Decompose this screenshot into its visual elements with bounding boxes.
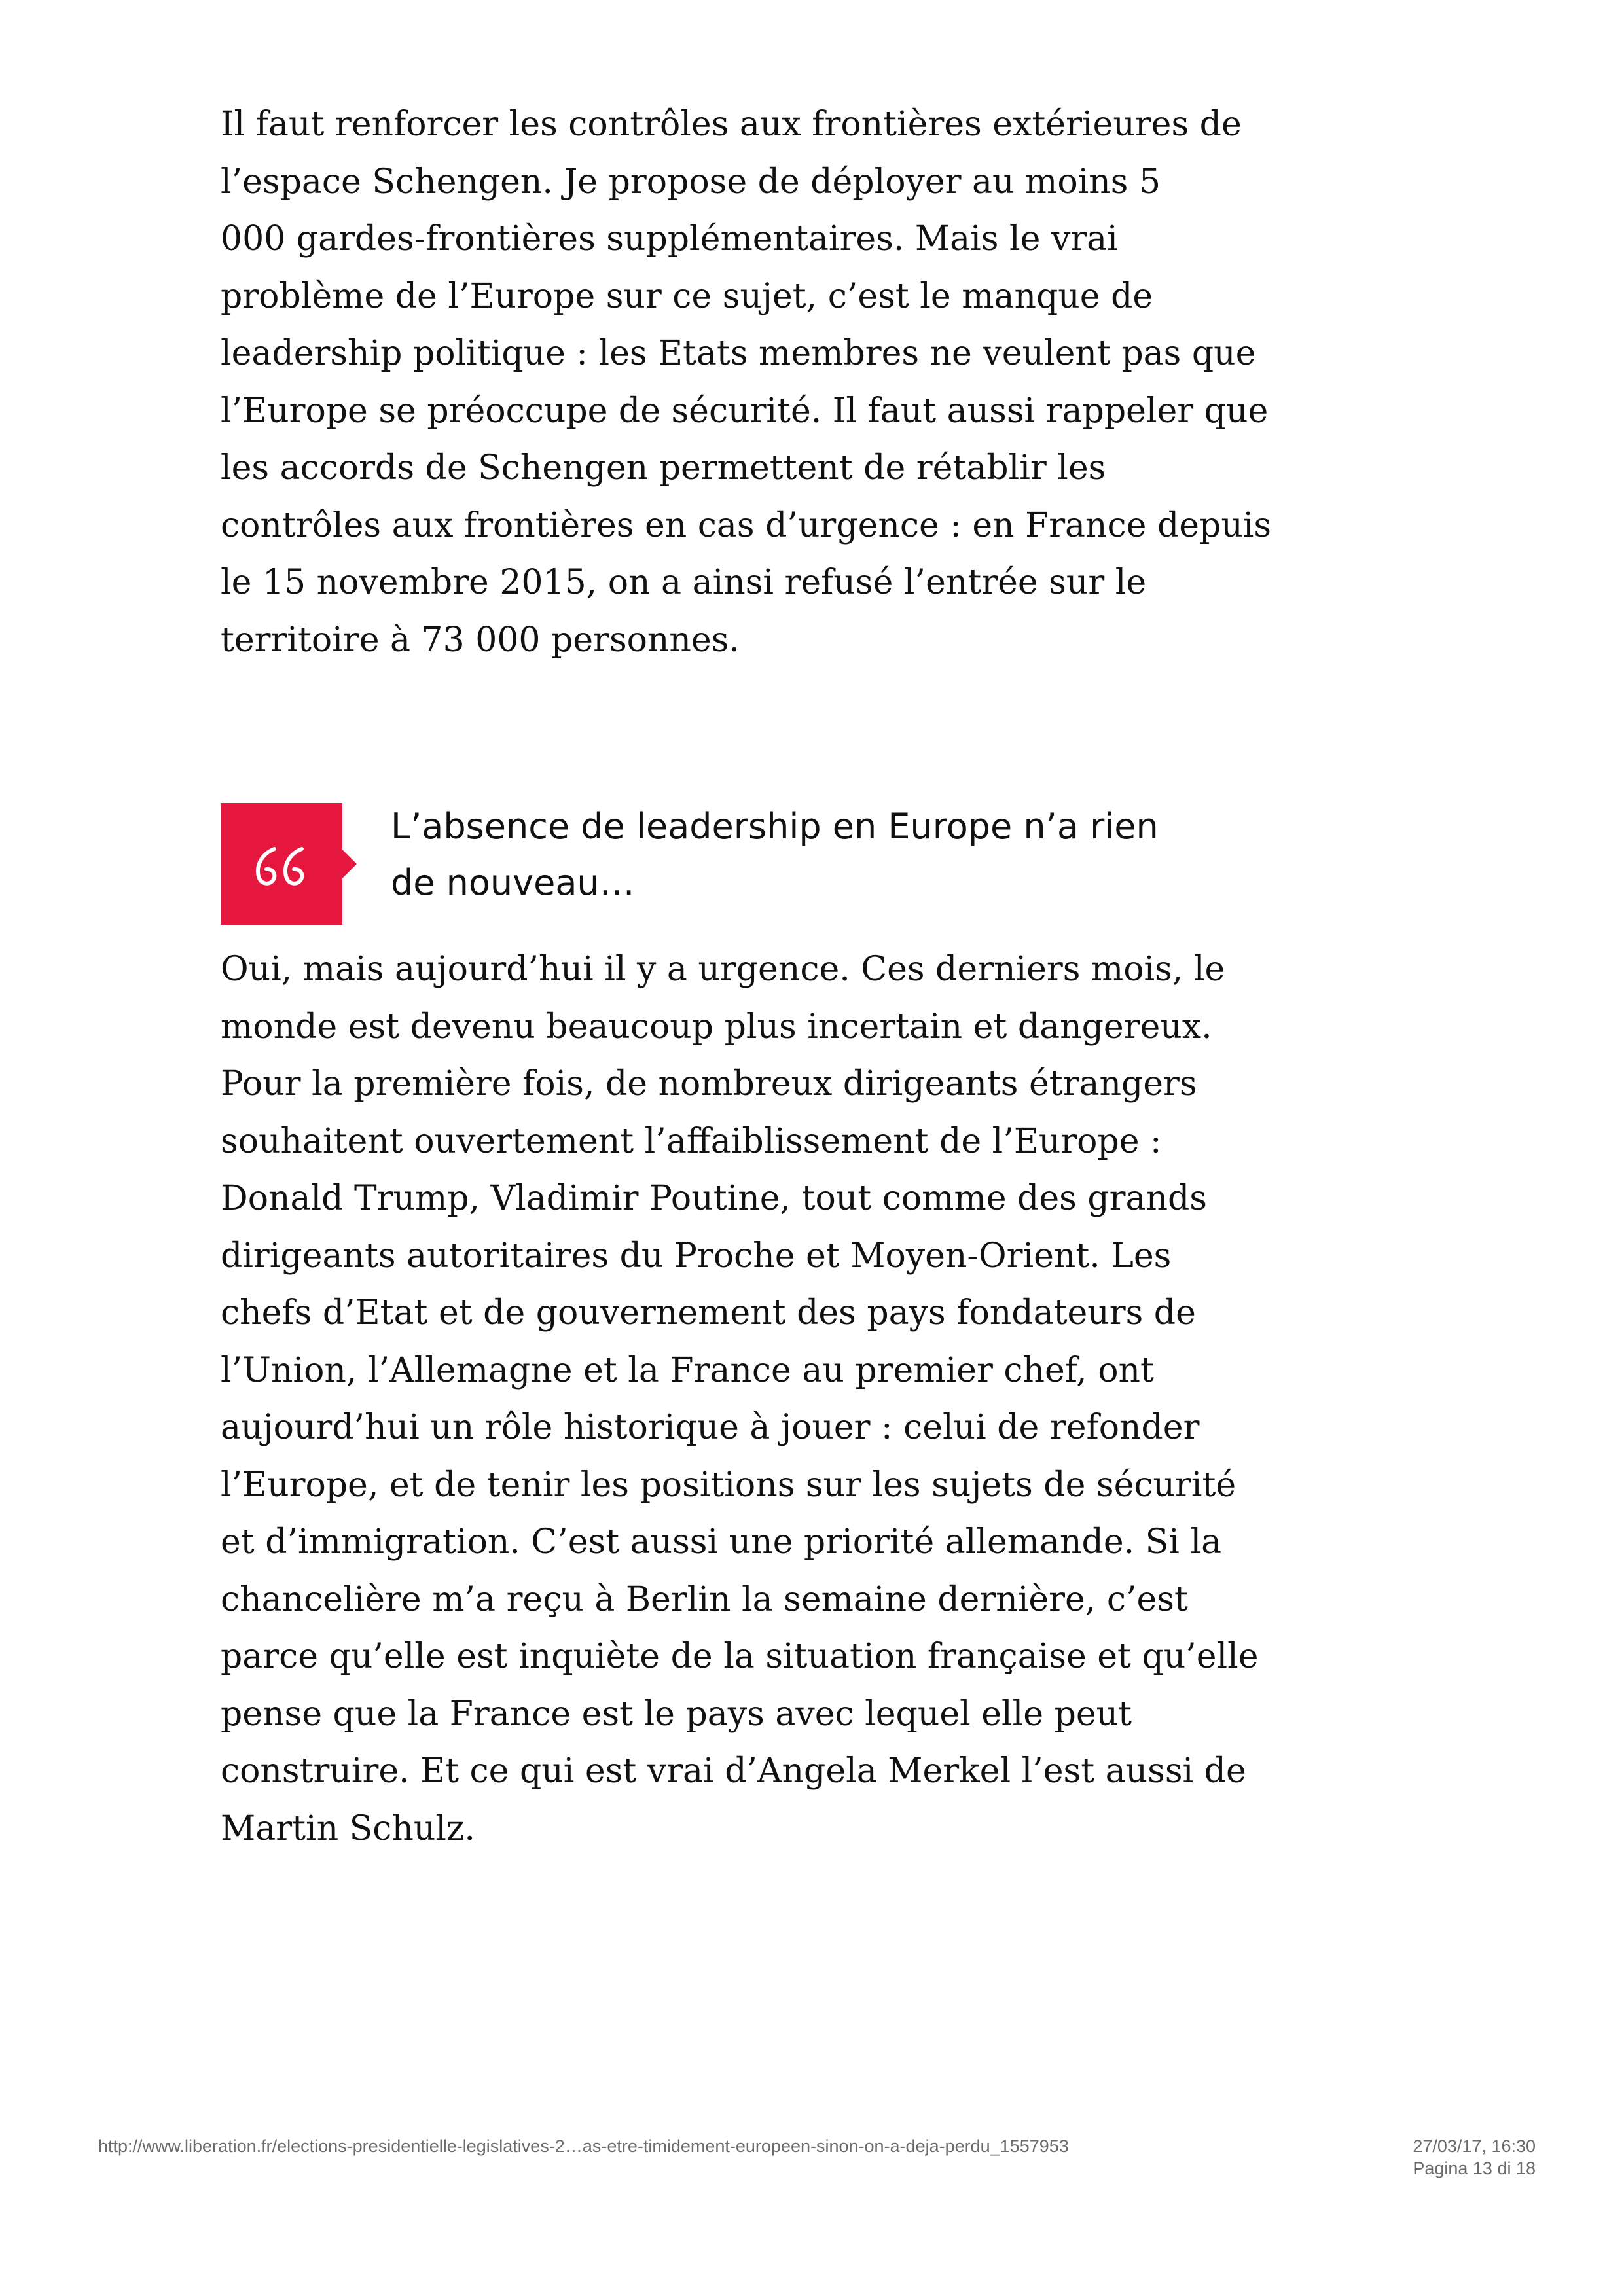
paragraph-line: aujourd’hui un rôle historique à jouer : celui de refonder (221, 1408, 1200, 1447)
paragraph-line: l’espace Schengen. Je propose de déployer au moins 5 (221, 162, 1161, 202)
footer-datetime: 27/03/17, 16:30 (1413, 2136, 1536, 2156)
question-heading (391, 798, 1320, 911)
footer-url[interactable]: http://www.liberation.fr/elections-presidentielle-legislatives-2…as-etre-timidement-europeen-sinon-on-a-deja-perdu_1557953 (98, 2136, 1069, 2156)
paragraph-line: 000 gardes-frontières supplémentaires. Mais le vrai (221, 219, 1118, 259)
paragraph-line: l’Europe se préoccupe de sécurité. Il faut aussi rappeler que (221, 391, 1269, 431)
paragraph-line: et d’immigration. C’est aussi une priorité allemande. Si la (221, 1522, 1222, 1562)
paragraph-line: contrôles aux frontières en cas d’urgence : en France depuis (221, 505, 1272, 545)
footer-meta (1413, 2135, 1536, 2179)
paragraph-line: souhaitent ouvertement l’affaiblissement de l’Europe : (221, 1121, 1162, 1161)
article-paragraph-2 (221, 941, 1294, 1857)
paragraph-line: Martin Schulz. (221, 1808, 475, 1848)
footer-page-number: Pagina 13 di 18 (1413, 2159, 1536, 2178)
paragraph-line: Pour la première fois, de nombreux dirigeants étrangers (221, 1064, 1197, 1103)
paragraph-line: parce qu’elle est inquiète de la situation française et qu’elle (221, 1637, 1259, 1676)
question-line: L’absence de leadership en Europe n’a rien (391, 806, 1159, 847)
paragraph-line: monde est devenu beaucoup plus incertain et dangereux. (221, 1007, 1212, 1047)
paragraph-line: le 15 novembre 2015, on a ainsi refusé l’entrée sur le (221, 563, 1147, 602)
paragraph-line: Il faut renforcer les contrôles aux frontières extérieures de (221, 105, 1242, 144)
paragraph-line: Donald Trump, Vladimir Poutine, tout comme des grands (221, 1179, 1207, 1218)
question-line: de nouveau… (391, 862, 635, 903)
paragraph-line: Oui, mais aujourd’hui il y a urgence. Ces derniers mois, le (221, 950, 1225, 989)
paragraph-line: chancelière m’a reçu à Berlin la semaine dernière, c’est (221, 1579, 1188, 1619)
paragraph-line: pense que la France est le pays avec lequel elle peut (221, 1694, 1132, 1734)
interview-question (221, 798, 1294, 929)
quote-icon (221, 803, 342, 925)
paragraph-line: construire. Et ce qui est vrai d’Angela Merkel l’est aussi de (221, 1751, 1246, 1791)
paragraph-line: territoire à 73 000 personnes. (221, 620, 740, 660)
paragraph-line: l’Europe, et de tenir les positions sur les sujets de sécurité (221, 1465, 1236, 1505)
paragraph-line: leadership politique : les Etats membres ne veulent pas que (221, 334, 1256, 373)
paragraph-line: l’Union, l’Allemagne et la France au premier chef, ont (221, 1350, 1154, 1390)
paragraph-line: problème de l’Europe sur ce sujet, c’est le manque de (221, 276, 1153, 316)
article-paragraph-1 (221, 96, 1294, 669)
paragraph-line: les accords de Schengen permettent de rétablir les (221, 448, 1106, 488)
paragraph-line: dirigeants autoritaires du Proche et Moyen-Orient. Les (221, 1236, 1172, 1276)
paragraph-line: chefs d’Etat et de gouvernement des pays fondateurs de (221, 1293, 1196, 1333)
quote-badge (221, 803, 342, 925)
